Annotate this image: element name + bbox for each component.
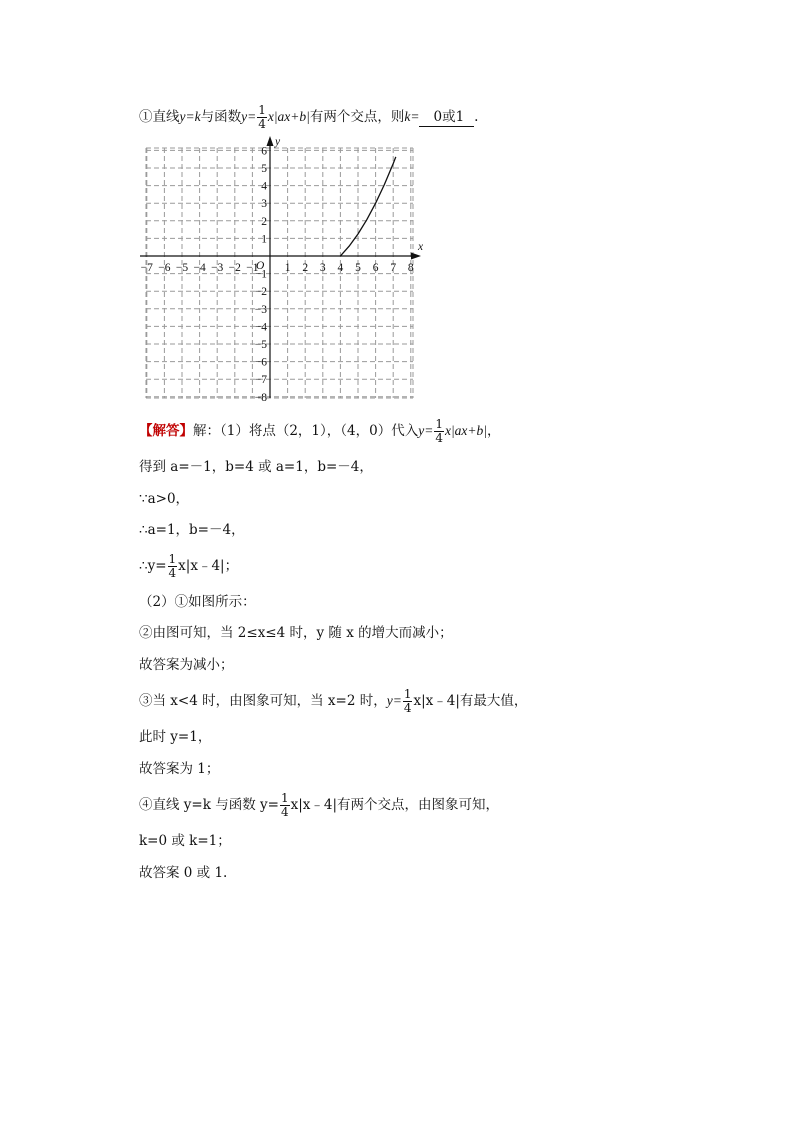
- solution-line-1: 【解答】解：（1）将点（2，1），（4，0）代入y= $\frac{1}{4}$ x|ax+b|，: [139, 417, 501, 445]
- solution-line-9: ③当 x<4 时，由图象可知，当 x=2 时，y= $\frac{1}{4}$ x|x﹣4|有最大值，: [139, 687, 528, 715]
- solution-line-7: ②由图可知，当 2≤x≤4 时，y 随 x 的增大而减小；: [139, 625, 453, 641]
- y-tick-label: −5: [254, 339, 267, 351]
- y-tick-label: 4: [261, 180, 267, 193]
- solution-label: 【解答】: [139, 423, 193, 439]
- x-tick-label: 7: [390, 262, 397, 274]
- solution-line-12: ④直线 y=k 与函数 y= $\frac{1}{4}$ x|x﹣4|有两个交点，由图象可知，: [139, 791, 499, 819]
- y-tick-label: 6: [261, 145, 267, 158]
- fraction: $\frac{1}{4}$: [435, 417, 443, 445]
- question-line: ①直线y=k与函数y= $\frac{1}{4}$ x|ax+b|有两个交点，则k= 0或1 .: [139, 103, 479, 131]
- x-tick-label: −6: [158, 262, 171, 274]
- curve: [340, 157, 395, 256]
- y-tick-label: −8: [254, 391, 267, 404]
- y-axis-label: y: [275, 136, 281, 148]
- origin-label: O: [256, 260, 265, 272]
- x-tick-label: −3: [211, 262, 224, 274]
- y-tick-label: 2: [261, 215, 267, 228]
- x-tick-label: −1: [246, 262, 259, 274]
- solution-line-3: ∵a>0，: [139, 491, 190, 507]
- x-tick-label: 4: [337, 262, 344, 274]
- y-tick-label: −7: [254, 374, 267, 387]
- fraction: $\frac{1}{4}$: [403, 687, 412, 715]
- y-tick-label: −1: [254, 268, 267, 281]
- fraction: $\frac{1}{4}$: [280, 791, 289, 819]
- x-tick-label: 2: [302, 262, 309, 274]
- x-axis-label: x: [418, 241, 424, 253]
- x-tick-label: 6: [372, 262, 379, 274]
- solution-line-14: 故答案 0 或 1.: [139, 865, 228, 881]
- y-tick-label: −6: [254, 356, 267, 369]
- y-tick-label: −4: [254, 321, 267, 334]
- series-line: [340, 157, 395, 256]
- y-tick-label: −2: [254, 286, 267, 299]
- solution-line-13: k=0 或 k=1；: [139, 833, 231, 849]
- y-axis-arrow: [267, 136, 274, 146]
- x-tick-label: −2: [228, 262, 241, 274]
- x-tick-label: 1: [284, 262, 291, 274]
- y-tick-label: 1: [261, 233, 267, 246]
- tick-labels: [141, 136, 424, 404]
- y-tick-label: 5: [261, 163, 267, 175]
- x-tick-label: −5: [175, 262, 189, 274]
- solution-line-4: ∴a=1，b=－4，: [139, 522, 245, 538]
- solution-line-6: （2）①如图所示：: [139, 594, 256, 610]
- solution-line-8: 故答案为减小；: [139, 657, 234, 673]
- solution-line-5: ∴y= $\frac{1}{4}$ x|x﹣4|；: [139, 552, 239, 580]
- fraction: $\frac{1}{4}$: [168, 552, 177, 580]
- solution-line-10: 此时 y=1，: [139, 729, 212, 745]
- y-tick-label: −3: [254, 303, 267, 316]
- x-axis-arrow: [411, 253, 421, 260]
- y-tick-label: 3: [261, 198, 267, 211]
- x-tick-label: 3: [319, 262, 326, 274]
- answer-blank: 0或1: [419, 108, 474, 127]
- x-tick-label: −4: [193, 262, 206, 274]
- function-graph: [0, 0, 794, 420]
- x-tick-label: 8: [407, 262, 414, 274]
- x-tick-label: −7: [140, 262, 153, 274]
- solution-line-2: 得到 a=－1，b=4 或 a=1，b=－4，: [139, 459, 373, 475]
- fraction: $\frac{1}{4}$: [258, 103, 266, 131]
- x-tick-label: 5: [355, 262, 361, 274]
- circled-number: ①: [139, 109, 153, 125]
- solution-line-11: 故答案为 1；: [139, 761, 220, 777]
